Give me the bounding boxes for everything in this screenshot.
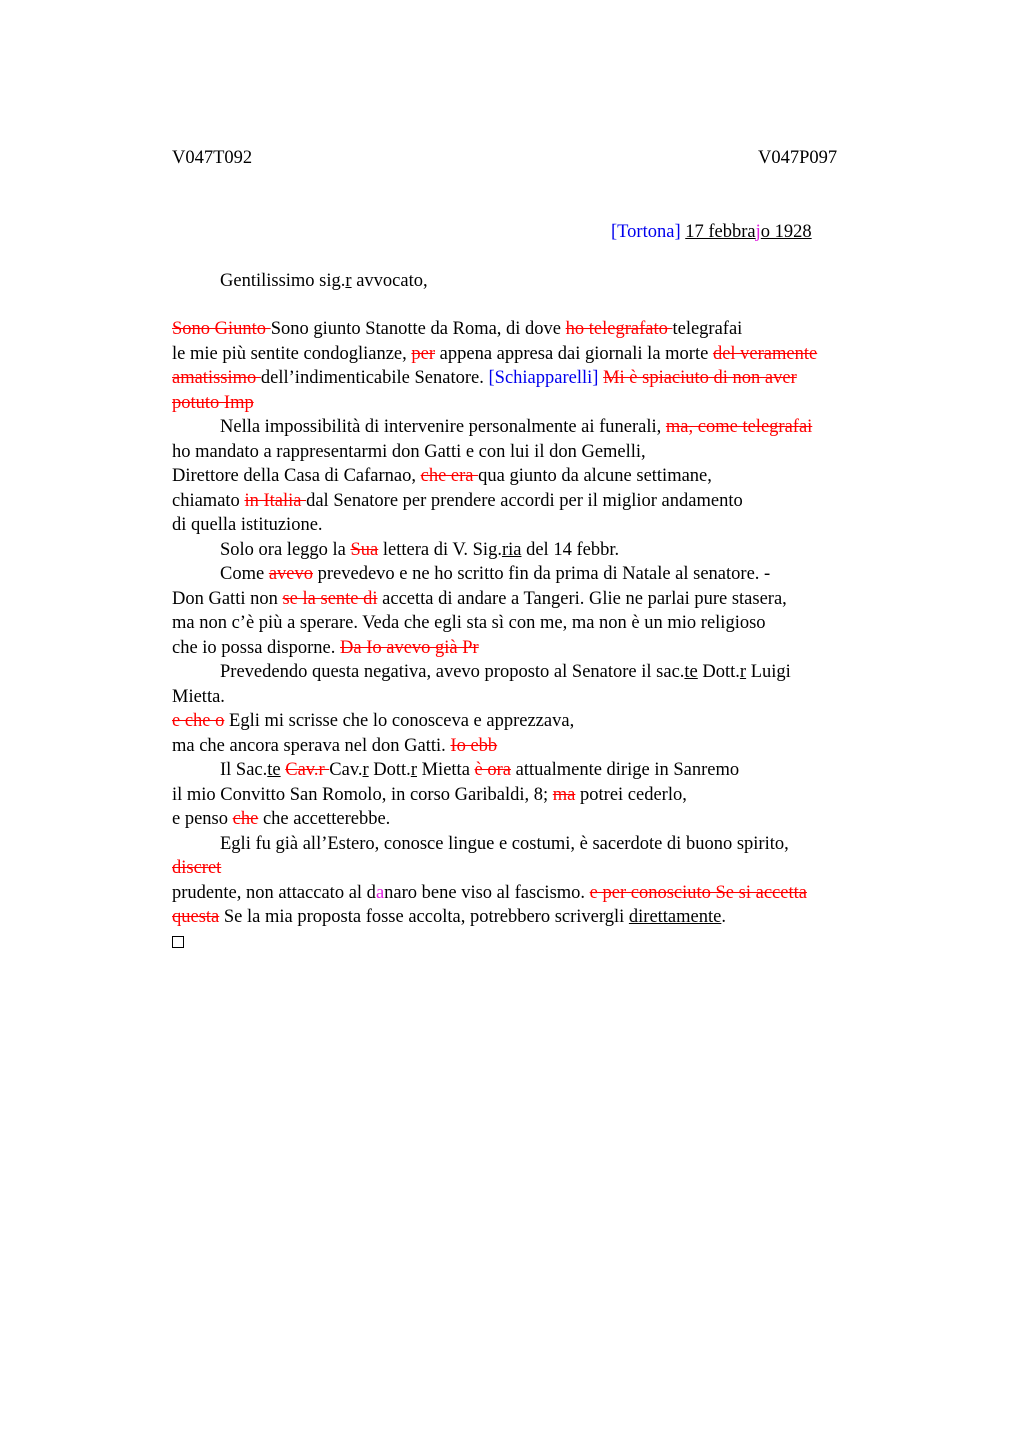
text-line	[172, 660, 892, 685]
salutation-text: Gentilissimo sig.	[220, 271, 346, 291]
dateline	[611, 220, 812, 244]
date-correction: j	[755, 222, 761, 242]
line-text: Luigi	[746, 662, 791, 682]
deleted-text: che	[232, 809, 259, 829]
deleted-text: ma	[552, 784, 576, 805]
deleted-text: amatissimo	[172, 368, 261, 388]
line-text: dell’indimenticabile Senatore.	[260, 368, 489, 388]
line-text: lettera di V. Sig.	[378, 539, 502, 560]
line-text: prevedevo e ne ho scritto fin da prima di Natale al senatore. -	[313, 564, 771, 584]
editorial-bracket-close: ]	[674, 222, 681, 242]
line-text: dal Senatore per prendere accordi per il miglior andamento	[306, 490, 743, 511]
document-id-right: V047P097	[758, 148, 838, 168]
salutation	[220, 269, 428, 293]
line-text: Se la mia proposta fosse accolta, potrebbero scrivergli	[219, 907, 629, 927]
deleted-text: Mi è spiaciuto di non aver	[603, 368, 797, 388]
text-line	[172, 856, 892, 881]
line-text: e penso	[172, 809, 233, 829]
line-text: Mietta	[416, 760, 475, 780]
deleted-text: Sua	[350, 539, 379, 560]
deleted-text: Sono Giunto	[172, 319, 271, 339]
line-text: potrei cederlo,	[575, 784, 687, 805]
line-text: ma non c’è più a sperare. Veda che egli sta sì con me, ma non è un mio religioso	[172, 613, 766, 633]
deleted-text: Da Io avevo già Pr	[340, 637, 479, 658]
line-text: prudente, non attaccato al d	[172, 882, 376, 903]
empty-square-icon	[172, 936, 184, 948]
text-line	[172, 366, 892, 391]
deleted-text: in Italia	[244, 490, 307, 511]
letter-correction: a	[375, 882, 385, 903]
abbreviation-superscript: r	[345, 271, 352, 291]
deleted-text: e che o	[172, 711, 225, 731]
text-line	[172, 513, 892, 538]
document-id-left: V047T092	[172, 148, 253, 168]
line-text: chiamato	[172, 490, 245, 511]
date	[685, 222, 811, 242]
line-text: telegrafai	[672, 319, 743, 339]
line-text: Nella impossibilità di intervenire personalmente ai funerali,	[220, 417, 666, 437]
deleted-text: per	[411, 343, 436, 364]
line-text: del 14 febbr.	[521, 539, 620, 560]
line-text: Direttore della Casa di Cafarnao,	[172, 466, 421, 486]
deleted-text: potuto Imp	[172, 392, 254, 413]
text-line	[172, 587, 892, 612]
line-text: Egli mi scrisse che lo conosceva e apprezzava,	[224, 711, 575, 731]
line-text: Prevedendo questa negativa, avevo proposto al Senatore il sac.	[220, 662, 685, 682]
line-text: appena appresa dai giornali la morte	[435, 343, 713, 364]
text-line	[172, 807, 892, 832]
deleted-text: ho telegrafato	[565, 319, 673, 339]
deleted-text: che era	[420, 466, 479, 486]
line-text: attualmente dirige in Sanremo	[511, 760, 740, 780]
line-text: Mietta.	[172, 686, 225, 707]
salutation-text: avvocato,	[351, 271, 428, 291]
line-text: Il Sac.	[220, 760, 268, 780]
line-text: Egli fu già all’Estero, conosce lingue e costumi, è sacerdote di buono spirito,	[220, 833, 789, 854]
line-text: ho mandato a rappresentarmi don Gatti e con lui il don Gemelli,	[172, 441, 646, 462]
deleted-text: avevo	[268, 564, 314, 584]
date-part: 17 febbra	[685, 222, 756, 242]
line-text: .	[721, 907, 726, 927]
text-line	[172, 538, 892, 563]
line-text: di quella istituzione.	[172, 515, 323, 535]
text-line	[172, 391, 892, 416]
line-text: il mio Convitto San Romolo, in corso Garibaldi, 8;	[172, 784, 553, 805]
deleted-text: del veramente	[712, 343, 818, 364]
text-line	[172, 881, 892, 906]
line-text: Dott.	[368, 760, 411, 780]
text-line	[172, 440, 892, 465]
abbreviation-superscript: ria	[501, 539, 522, 560]
line-text: qua giunto da alcune settimane,	[478, 466, 712, 486]
line-text: Come	[220, 564, 269, 584]
editorial-bracket-close: ]	[592, 368, 599, 388]
abbreviation-superscript: r	[410, 760, 417, 780]
text-line	[172, 758, 892, 783]
line-text: Dott.	[697, 662, 740, 682]
text-line	[172, 317, 892, 342]
line-text: ma che ancora sperava nel don Gatti.	[172, 735, 451, 756]
line-text: naro bene viso al fascismo.	[384, 882, 590, 903]
deleted-text: Cav.r	[285, 760, 330, 780]
abbreviation-superscript: te	[267, 760, 281, 780]
line-text: che io possa disporne.	[172, 637, 341, 658]
text-line	[172, 832, 892, 857]
editorial-bracket-open: [	[611, 222, 618, 242]
text-line	[172, 783, 892, 808]
line-text: le mie più sentite condoglianze,	[172, 343, 412, 364]
text-line	[172, 342, 892, 367]
line-text: che accetterebbe.	[258, 809, 391, 829]
text-line	[172, 905, 892, 930]
deleted-text: e per conosciuto Se si accetta	[589, 882, 807, 903]
deleted-text: è ora	[474, 760, 511, 780]
line-text: accetta di andare a Tangeri. Glie ne parlai pure stasera,	[377, 588, 787, 609]
text-line	[172, 415, 892, 440]
editorial-name: Schiapparelli	[494, 368, 593, 388]
text-line	[172, 734, 892, 759]
end-mark-line	[172, 930, 892, 955]
deleted-text: se la sente di	[282, 588, 378, 609]
text-line	[172, 709, 892, 734]
abbreviation-superscript: te	[684, 662, 698, 682]
text-line	[172, 489, 892, 514]
letter-body	[172, 317, 892, 954]
text-line	[172, 562, 892, 587]
text-line	[172, 611, 892, 636]
underlined-word: direttamente	[628, 907, 722, 927]
abbreviation-superscript: r	[362, 760, 369, 780]
abbreviation-superscript: r	[739, 662, 747, 682]
date-part: o 1928	[760, 222, 812, 242]
deleted-text: Io ebb	[450, 735, 498, 756]
deleted-text: questa	[172, 907, 220, 927]
line-text: Sono giunto Stanotte da Roma, di dove	[270, 319, 566, 339]
editorial-bracket-open: [	[488, 368, 495, 388]
line-text: Solo ora leggo la	[220, 539, 351, 560]
deleted-text: discret	[172, 858, 222, 878]
text-line	[172, 464, 892, 489]
place-name: Tortona	[617, 222, 675, 242]
text-line	[172, 685, 892, 710]
line-text: Don Gatti non	[172, 588, 283, 609]
text-line	[172, 636, 892, 661]
line-text: Cav.	[329, 760, 363, 780]
deleted-text: ma, come telegrafai	[665, 417, 813, 437]
